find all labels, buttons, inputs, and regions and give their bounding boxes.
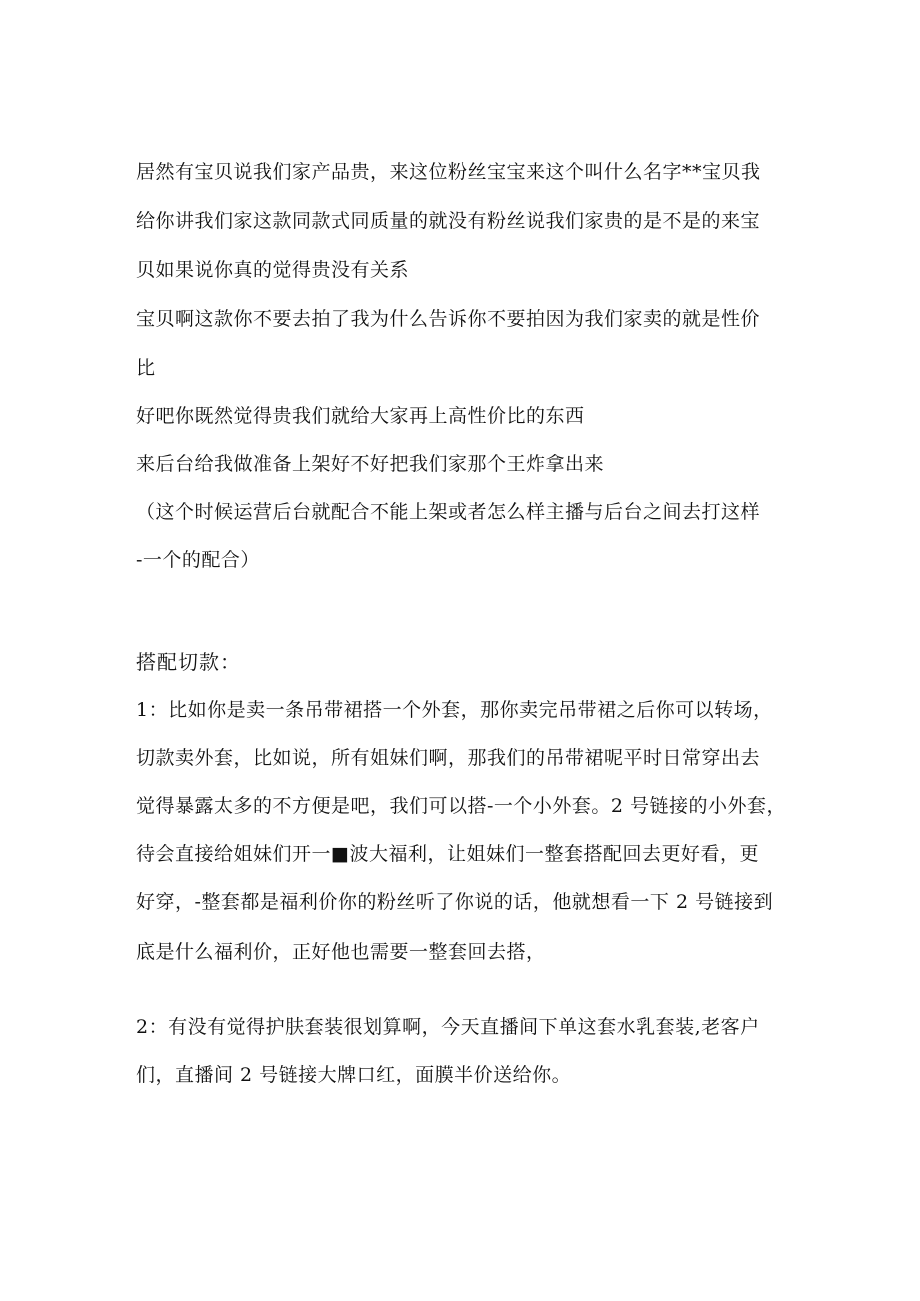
item1-line-1: 1：比如你是卖一条吊带裙搭一个外套，那你卖完吊带裙之后你可以转场， [136, 699, 773, 721]
section-heading: 搭配切款： [136, 650, 241, 674]
item1-line-3: 觉得暴露太多的不方便是吧，我们可以搭-一个小外套。2 号链接的小外套， [136, 795, 787, 817]
intro-line-6: 好吧你既然觉得贵我们就给大家再上高性价比的东西 [136, 405, 585, 427]
item1-line-5: 好穿，-整套都是福利价你的粉丝听了你说的话，他就想看一下 2 号链接到 [136, 891, 774, 913]
item1-line-6: 底是什么福利价，正好他也需要一整套回去搭， [136, 941, 546, 963]
item1-line-2: 切款卖外套，比如说，所有姐妹们啊，那我们的吊带裙呢平时日常穿出去 [136, 747, 761, 769]
intro-line-9: -一个的配合） [136, 549, 260, 571]
intro-line-5: 比 [136, 357, 156, 379]
intro-line-7: 来后台给我做准备上架好不好把我们家那个王炸拿出来 [136, 453, 605, 475]
intro-line-8: （这个时候运营后台就配合不能上架或者怎么样主播与后台之间去打这样 [136, 501, 761, 523]
item2-line-1: 2：有没有觉得护肤套装很划算啊，今天直播间下单这套水乳套装,老客户 [136, 1016, 760, 1038]
intro-line-3: 贝如果说你真的觉得贵没有关系 [136, 259, 410, 281]
intro-line-1: 居然有宝贝说我们家产品贵，来这位粉丝宝宝来这个叫什么名字**宝贝我 [136, 161, 761, 183]
intro-line-2: 给你讲我们家这款同款式同质量的就没有粉丝说我们家贵的是不是的来宝 [136, 210, 761, 232]
item2-line-2: 们，直播间 2 号链接大牌口红，面膜半价送给你。 [136, 1064, 572, 1086]
intro-line-4: 宝贝啊这款你不要去拍了我为什么告诉你不要拍因为我们家卖的就是性价 [136, 308, 761, 330]
item1-line-4: 待会直接给姐妹们开一■波大福利，让姐妹们一整套搭配回去更好看，更 [136, 843, 759, 865]
